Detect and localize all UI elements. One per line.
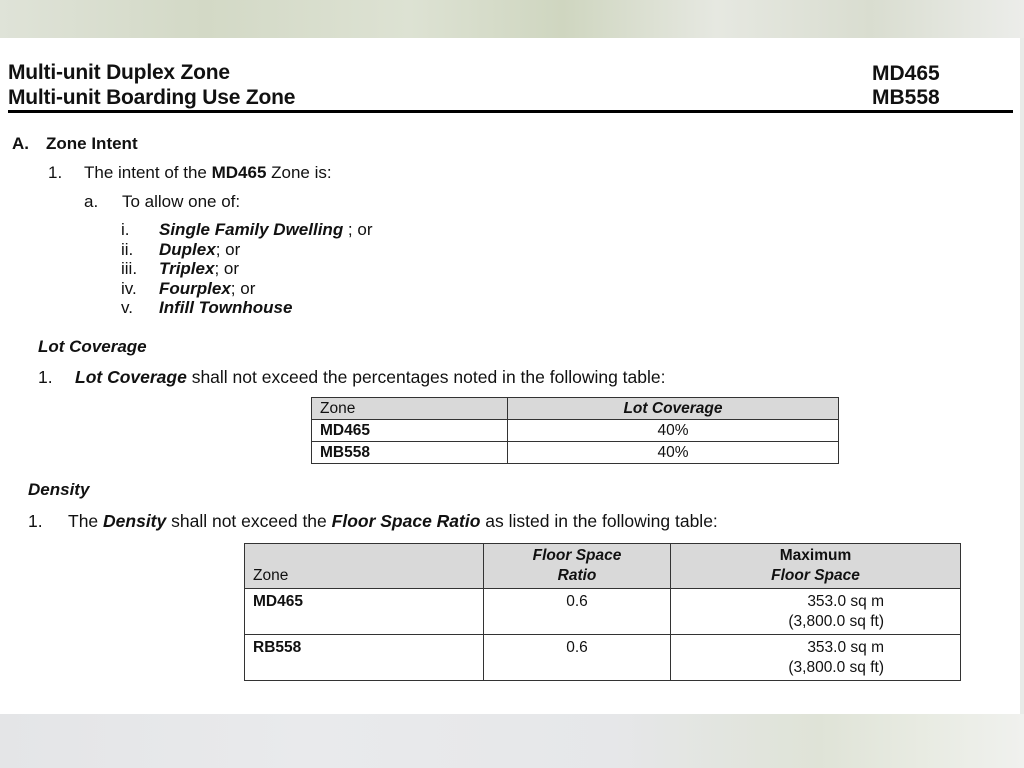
cell-maximum-floor-space: 353.0 sq m (3,800.0 sq ft) bbox=[671, 635, 961, 681]
cell-zone: RB558 bbox=[245, 635, 484, 681]
list-item: ii. Duplex; or bbox=[121, 239, 241, 259]
cell-lot-coverage: 40% bbox=[508, 420, 839, 442]
zone-code-md465: MD465 bbox=[872, 62, 940, 85]
column-header-lot-coverage: Lot Coverage bbox=[508, 398, 839, 420]
table-row bbox=[312, 442, 839, 464]
section-zone-intent-heading: A. Zone Intent bbox=[12, 134, 138, 153]
header-rule bbox=[8, 110, 1013, 113]
table-header-row bbox=[312, 398, 839, 420]
cell-floor-space-ratio: 0.6 bbox=[484, 589, 671, 635]
column-header-maximum-floor-space: Maximum Floor Space bbox=[671, 544, 961, 589]
zone-titles bbox=[8, 60, 295, 110]
zone-codes bbox=[872, 62, 940, 110]
table-row bbox=[312, 420, 839, 442]
cell-floor-space-ratio: 0.6 bbox=[484, 635, 671, 681]
table-row bbox=[245, 635, 961, 681]
background-photo-top bbox=[0, 0, 1024, 38]
zone-code-mb558: MB558 bbox=[872, 86, 940, 109]
density-table bbox=[244, 543, 961, 681]
cell-maximum-floor-space: 353.0 sq m (3,800.0 sq ft) bbox=[671, 589, 961, 635]
list-item: iii. Triplex; or bbox=[121, 259, 239, 278]
density-heading: Density bbox=[28, 480, 90, 499]
list-item: iv. Fourplex; or bbox=[121, 278, 256, 298]
lot-coverage-paragraph: 1. Lot Coverage shall not exceed the percentages noted in the following table: bbox=[38, 367, 666, 387]
column-header-zone: Zone bbox=[245, 544, 484, 589]
cell-zone: MB558 bbox=[312, 442, 508, 464]
lot-coverage-table bbox=[311, 397, 839, 464]
column-header-floor-space-ratio: Floor Space Ratio bbox=[484, 544, 671, 589]
background-photo-bottom bbox=[0, 714, 1024, 768]
zone-title-duplex: Multi-unit Duplex Zone bbox=[8, 61, 230, 84]
list-item: i. Single Family Dwelling ; or bbox=[121, 220, 373, 239]
lot-coverage-heading: Lot Coverage bbox=[38, 337, 147, 356]
column-header-zone: Zone bbox=[312, 398, 508, 420]
cell-lot-coverage: 40% bbox=[508, 442, 839, 464]
intent-item-a: a. To allow one of: bbox=[84, 192, 241, 211]
intent-item-1: 1. The intent of the MD465 Zone is: bbox=[48, 163, 332, 182]
list-item: v. Infill Townhouse bbox=[121, 298, 293, 317]
zone-title-boarding: Multi-unit Boarding Use Zone bbox=[8, 86, 296, 109]
cell-zone: MD465 bbox=[312, 420, 508, 442]
table-header-row bbox=[245, 544, 961, 589]
density-paragraph: 1. The Density shall not exceed the Floor Space Ratio as listed in the following table: bbox=[28, 511, 718, 531]
document-page bbox=[0, 38, 1020, 714]
cell-zone: MD465 bbox=[245, 589, 484, 635]
table-row bbox=[245, 589, 961, 635]
